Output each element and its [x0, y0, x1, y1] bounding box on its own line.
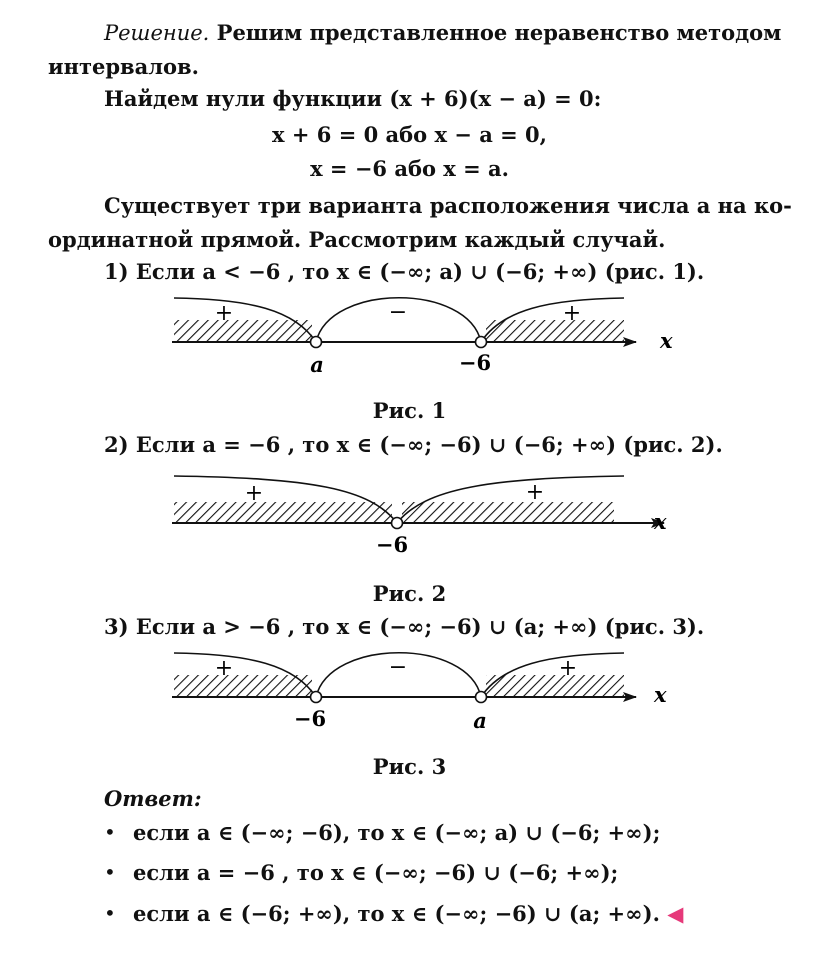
open-point-a — [476, 692, 487, 703]
answer-label: Ответ: — [104, 786, 202, 811]
sign-plus-right: + — [558, 656, 578, 681]
case-1: 1) Если a < −6 , то x ∈ (−∞; a) ∪ (−6; +∞) (рис. 1). — [104, 259, 705, 284]
case-3: 3) Если a > −6 , то x ∈ (−∞; −6) ∪ (a; +∞) (рис. 3). — [104, 614, 705, 639]
hatch-left — [174, 502, 392, 524]
case-2: 2) Если a = −6 , то x ∈ (−∞; −6) ∪ (−6; +∞) (рис. 2). — [104, 432, 723, 457]
equation-1: x + 6 = 0 або x − a = 0, — [272, 122, 547, 147]
open-point-minus6 — [392, 518, 403, 529]
solution-line1-text: Решим представленное неравенство методом — [216, 20, 782, 45]
answer-item-1: если a ∈ (−∞; −6), то x ∈ (−∞; a) ∪ (−6; +∞); — [133, 820, 661, 845]
sign-plus-left: + — [244, 481, 264, 506]
zeros-intro: Найдем нули функции (x + 6)(x − a) = 0: — [104, 86, 602, 111]
point-label-minus6: −6 — [293, 706, 327, 731]
end-of-solution-marker: ◀ — [667, 901, 684, 926]
solution-label: Решение. — [104, 21, 210, 45]
axis-label-x: x — [654, 509, 667, 534]
solution-line2: интервалов. — [48, 54, 199, 79]
figure-1 — [0, 290, 819, 390]
open-point-minus6 — [311, 692, 322, 703]
sign-plus-left: + — [214, 656, 234, 681]
hatch-left — [174, 675, 312, 697]
bullet-1: • — [104, 820, 116, 844]
sign-minus: − — [388, 655, 408, 680]
open-point-minus6 — [476, 337, 487, 348]
answer-item-3 — [133, 901, 683, 927]
answer-item-2: если a = −6 , то x ∈ (−∞; −6) ∪ (−6; +∞); — [133, 860, 619, 885]
answer-item-3-text: если a ∈ (−6; +∞), то x ∈ (−∞; −6) ∪ (a; +∞). — [133, 901, 660, 926]
axis-label-x: x — [660, 328, 673, 353]
sign-plus-left: + — [214, 301, 234, 326]
solution-first-line — [104, 20, 782, 46]
sign-plus-right: + — [525, 480, 545, 505]
figure-3-caption: Рис. 3 — [372, 754, 447, 779]
axis-label-x: x — [654, 682, 667, 707]
hatch-right — [402, 502, 614, 524]
point-label-minus6: −6 — [458, 350, 492, 375]
point-label-minus6: −6 — [375, 532, 409, 557]
figure-3 — [0, 645, 819, 735]
cases-intro-line2: ординатной прямой. Рассмотрим каждый случай. — [48, 227, 666, 252]
figure-1-caption: Рис. 1 — [372, 398, 447, 423]
open-point-a — [311, 337, 322, 348]
bullet-2: • — [104, 860, 116, 884]
point-label-a: a — [310, 352, 324, 377]
equation-2: x = −6 або x = a. — [310, 156, 509, 181]
hatch-left — [174, 320, 312, 342]
cases-intro-line1: Существует три варианта расположения числа a на ко- — [104, 193, 792, 218]
sign-plus-right: + — [562, 301, 582, 326]
point-label-a: a — [473, 708, 487, 733]
figure-2 — [0, 470, 819, 560]
figure-2-caption: Рис. 2 — [372, 581, 447, 606]
hatch-right — [486, 320, 624, 342]
bullet-3: • — [104, 901, 116, 925]
sign-minus: − — [388, 300, 408, 325]
hatch-right — [486, 675, 624, 697]
